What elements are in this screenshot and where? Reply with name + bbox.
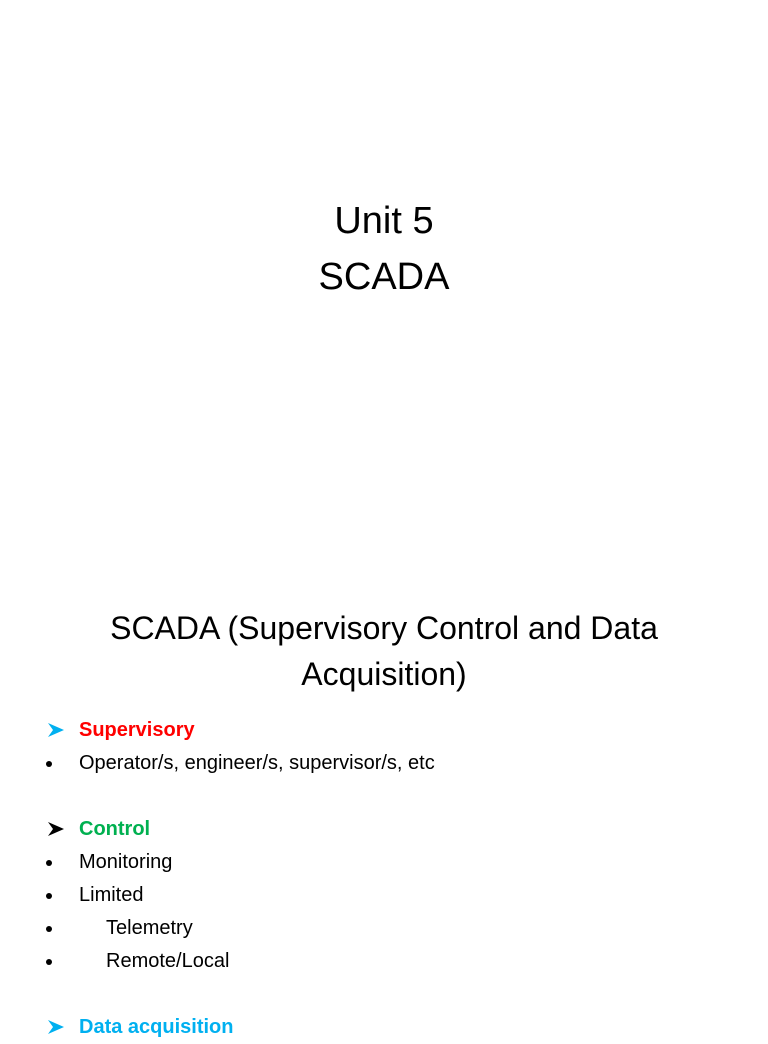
list-item [44,747,724,780]
section-heading-control [44,813,724,846]
list-item-text: Limited [79,884,144,906]
list-subitem-text: Telemetry [106,917,193,939]
heading-data-acquisition: Data acquisition [79,1016,234,1038]
slide-heading-line-1: SCADA (Supervisory Control and Data [110,610,658,646]
heading-control: Control [79,818,151,840]
bullet-dot-icon [46,926,52,932]
section-heading-data-acquisition [44,1011,724,1044]
slide-scada-definition [0,576,768,1038]
spacer [44,780,724,813]
list-item [44,846,724,879]
bullet-dot-icon [46,959,52,965]
subject-title: SCADA [318,256,450,298]
section-heading-supervisory [44,714,724,747]
bullet-dot-icon [46,761,52,767]
list-item-text: Operator/s, engineer/s, supervisor/s, etc [79,752,435,774]
spacer [44,978,724,1011]
bullet-dot-icon [46,860,52,866]
unit-title: Unit 5 [334,200,434,242]
list-subitem [44,945,724,978]
bullet-list [44,714,724,1044]
list-subitem-text: Remote/Local [106,950,230,972]
title-block [0,193,768,305]
heading-supervisory: Supervisory [79,719,195,741]
slide-heading-line-2: Acquisition) [301,656,467,692]
list-item [44,879,724,912]
bullet-dot-icon [46,893,52,899]
list-subitem [44,912,724,945]
slide-heading [40,605,728,697]
list-item-text: Monitoring [79,851,173,873]
